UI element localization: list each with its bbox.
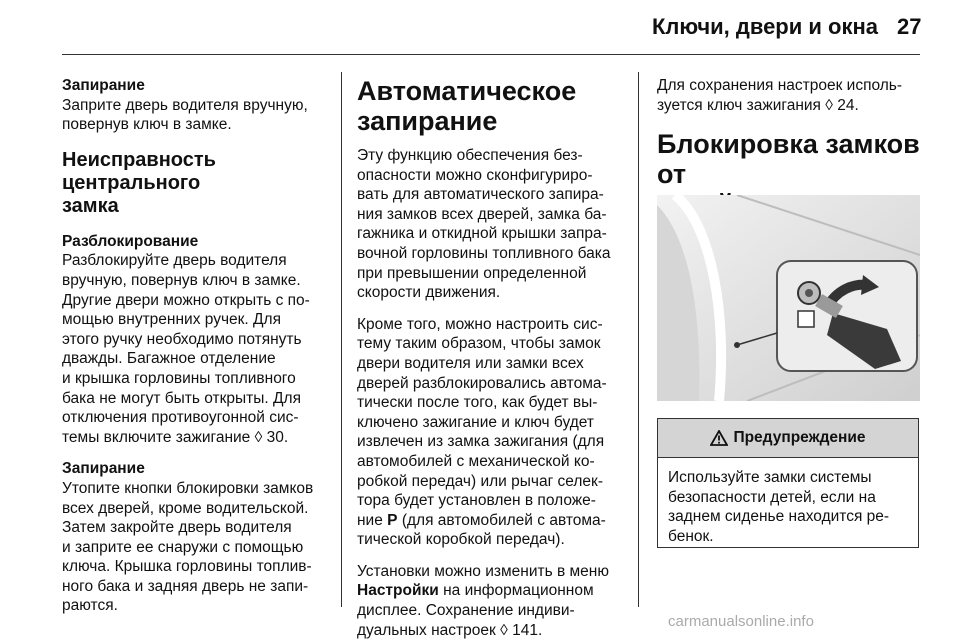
- text-line: Кроме того, можно настроить сис-: [357, 315, 603, 333]
- text-line: безопасности детей, если на: [668, 488, 876, 506]
- text-span: ние: [357, 511, 383, 529]
- text-line: тора будет установлен в положе-: [357, 492, 596, 510]
- text-line: дисплее. Сохранение индиви-: [357, 602, 575, 620]
- header-title: Ключи, двери и окна: [652, 14, 878, 39]
- text-line: гажника и откидной крышки запра-: [357, 225, 607, 243]
- gear-position-label: P: [387, 511, 398, 529]
- text-line: и крышка горловины топливного: [62, 369, 296, 387]
- reference-arrow-icon: ◊: [254, 428, 263, 446]
- text-line: [657, 96, 922, 116]
- text-line: тической коробкой передач).: [357, 531, 565, 549]
- text-line: извлечен из замка зажигания (для: [357, 433, 605, 451]
- watermark: carmanualsonline.info: [668, 613, 814, 630]
- text-span: (для автомобилей с автома-: [401, 511, 606, 529]
- text-line: Затем закройте дверь водителя: [62, 519, 292, 537]
- text-line: вочной горловины топливного бака: [357, 244, 611, 262]
- text-line: мощью внутренних ручек. Для: [62, 311, 281, 329]
- text-line: Эту функцию обеспечения без-: [357, 147, 583, 164]
- column-1: [62, 76, 334, 616]
- text-line: [62, 428, 334, 448]
- text-line: Разблокируйте дверь водителя: [62, 252, 287, 270]
- text-line: [357, 621, 633, 641]
- text-line: заднем сиденье находится ре-: [668, 508, 890, 526]
- menu-name: Настройки: [357, 582, 439, 600]
- page-reference[interactable]: 30.: [266, 428, 289, 446]
- page-reference[interactable]: 141.: [512, 621, 543, 639]
- section-heading: Запирание: [62, 77, 145, 94]
- section-heading: Запирание: [62, 460, 145, 478]
- text-line: дважды. Багажное отделение: [62, 350, 276, 368]
- text-line: робкой передач) или рычаг селек-: [357, 472, 603, 490]
- text-line: бенок.: [668, 527, 714, 545]
- page-reference[interactable]: 24.: [837, 96, 859, 114]
- text-line: Используйте замки системы: [668, 469, 872, 486]
- text-line: всех дверей, кроме водительской.: [62, 499, 309, 517]
- text-line: бака не могут быть открыты. Для: [62, 389, 301, 407]
- warning-triangle-icon: [710, 430, 728, 446]
- text-line: ния замков всех дверей, замка ба-: [357, 205, 607, 223]
- column-divider-2: [638, 72, 639, 607]
- text-line: дверей разблокировались автома-: [357, 374, 607, 392]
- title-line: Блокировка замков от: [657, 129, 920, 190]
- text-line: этого ручку необходимо потянуть: [62, 330, 302, 348]
- text-line: тему таким образом, чтобы замок: [357, 335, 601, 353]
- section-heading: Разблокирование: [62, 232, 199, 250]
- text-line: Установки можно изменить в меню: [357, 562, 609, 580]
- text-line: Заприте дверь водителя вручную,: [62, 96, 308, 114]
- door-edge-drawing: [657, 195, 920, 401]
- text-line: автомобилей с механической ко-: [357, 452, 595, 470]
- warning-body: [658, 458, 918, 546]
- column-divider-1: [341, 72, 342, 607]
- text-line: повернув ключ в замке.: [62, 116, 232, 134]
- title-line: Автоматическое: [357, 76, 577, 106]
- title-line: замка: [62, 194, 119, 217]
- text-line: [357, 511, 633, 531]
- warning-header: [658, 419, 918, 458]
- section-title: [357, 76, 633, 136]
- text-span: на информационном: [443, 582, 594, 600]
- column-2: [357, 76, 633, 640]
- text-line: и заприте ее снаружи с помощью: [62, 538, 304, 556]
- text-line: отключения противоугонной сис-: [62, 409, 299, 427]
- warning-title: Предупреждение: [733, 429, 866, 446]
- text-line: Для сохранения настроек исполь-: [657, 77, 903, 94]
- text-line: скорости движения.: [357, 284, 501, 302]
- title-line: Неисправность центрального: [62, 148, 216, 194]
- text-line: Утопите кнопки блокировки замков: [62, 479, 314, 497]
- text-line: вать для автоматического запира-: [357, 186, 604, 204]
- section-title: [62, 149, 334, 218]
- text-span: зуется ключ зажигания: [657, 96, 821, 114]
- text-line: ключено зажигание и ключ будет: [357, 413, 594, 431]
- text-line: двери водителя или замки всех: [357, 354, 584, 372]
- header-rule: [62, 54, 920, 55]
- warning-box: [657, 418, 919, 548]
- text-line: Другие двери можно открыть с по-: [62, 291, 310, 309]
- reference-arrow-icon: ◊: [825, 96, 833, 114]
- text-span: темы включите зажигание: [62, 428, 251, 446]
- text-line: тически после того, как будет вы-: [357, 394, 598, 412]
- text-line: ключа. Крышка горловины топлив-: [62, 558, 312, 576]
- text-line: опасности можно сконфигуриро-: [357, 166, 593, 184]
- child-lock-illustration: [657, 195, 920, 401]
- text-line: раются.: [62, 597, 118, 615]
- page-number: 27: [897, 14, 922, 39]
- text-line: вручную, повернув ключ в замке.: [62, 271, 301, 289]
- text-line: при превышении определенной: [357, 264, 587, 282]
- title-line: запирание: [357, 106, 498, 136]
- reference-arrow-icon: ◊: [500, 621, 508, 639]
- text-span: дуальных настроек: [357, 621, 496, 639]
- text-line: [357, 581, 633, 601]
- text-line: ного бака и задняя дверь не запи-: [62, 577, 309, 595]
